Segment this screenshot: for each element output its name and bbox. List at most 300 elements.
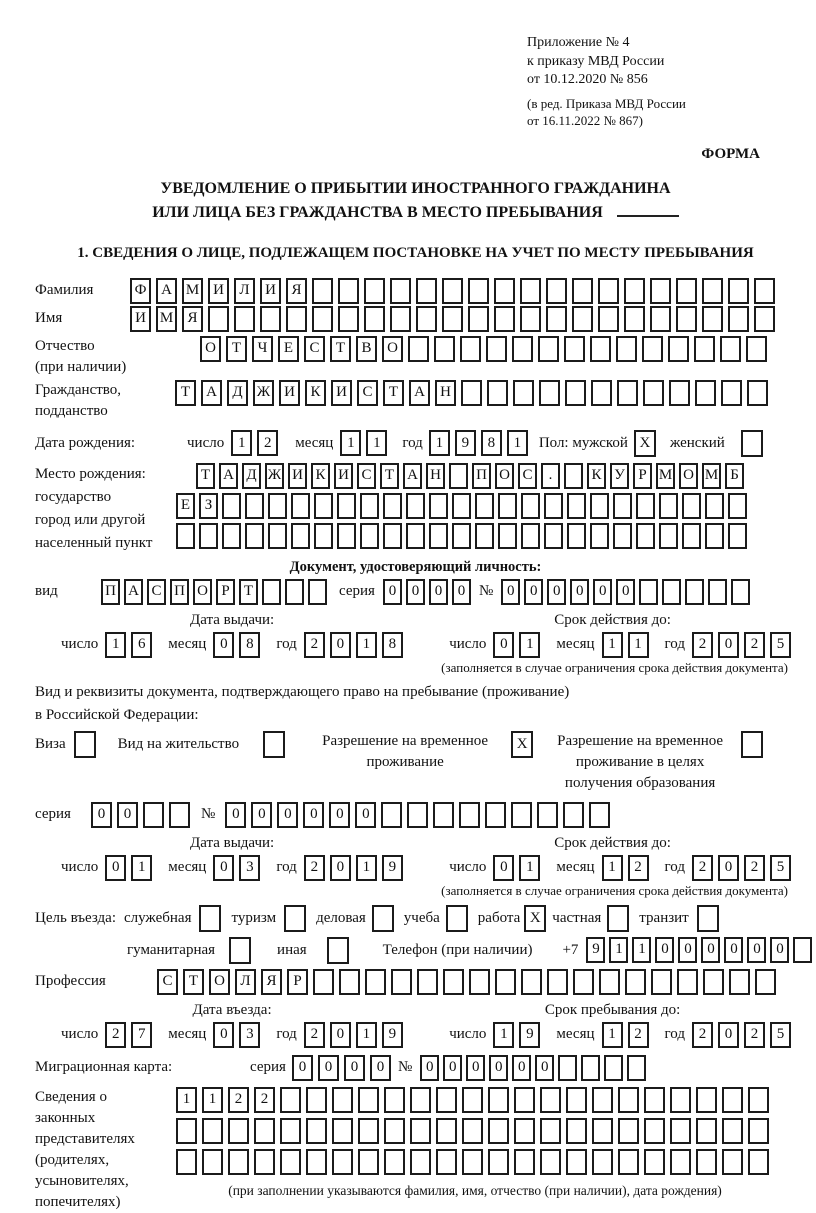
- char-cell[interactable]: [469, 969, 490, 995]
- char-cell[interactable]: [566, 1118, 587, 1144]
- char-cell[interactable]: 1: [105, 632, 126, 658]
- char-cell[interactable]: В: [356, 336, 377, 362]
- char-cell[interactable]: [442, 306, 463, 332]
- char-cell[interactable]: [487, 380, 508, 406]
- char-cell[interactable]: [617, 380, 638, 406]
- char-cell[interactable]: [624, 306, 645, 332]
- char-cell[interactable]: [169, 802, 190, 828]
- char-cell[interactable]: [591, 380, 612, 406]
- char-cell[interactable]: [262, 579, 281, 605]
- char-cell[interactable]: 0: [330, 632, 351, 658]
- sex-male-checkbox[interactable]: X: [634, 430, 656, 457]
- char-cell[interactable]: [410, 1118, 431, 1144]
- char-cell[interactable]: [722, 1087, 743, 1113]
- char-cell[interactable]: [521, 493, 540, 519]
- char-cell[interactable]: [485, 802, 506, 828]
- char-cell[interactable]: 0: [443, 1055, 462, 1081]
- char-cell[interactable]: [306, 1118, 327, 1144]
- char-cell[interactable]: [540, 1149, 561, 1175]
- char-cell[interactable]: Л: [234, 278, 255, 304]
- char-cell[interactable]: 0: [383, 579, 402, 605]
- char-cell[interactable]: [513, 380, 534, 406]
- char-cell[interactable]: [728, 523, 747, 549]
- char-cell[interactable]: 1: [519, 632, 540, 658]
- char-cell[interactable]: [245, 493, 264, 519]
- char-cell[interactable]: 6: [131, 632, 152, 658]
- char-cell[interactable]: [459, 802, 480, 828]
- char-cell[interactable]: М: [656, 463, 675, 489]
- char-cell[interactable]: Е: [176, 493, 195, 519]
- char-cell[interactable]: [520, 278, 541, 304]
- char-cell[interactable]: 8: [481, 430, 502, 456]
- char-cell[interactable]: Т: [226, 336, 247, 362]
- char-cell[interactable]: [254, 1118, 275, 1144]
- purpose-study-checkbox[interactable]: [446, 905, 468, 932]
- char-cell[interactable]: [461, 380, 482, 406]
- char-cell[interactable]: [429, 523, 448, 549]
- char-cell[interactable]: 2: [692, 855, 713, 881]
- char-cell[interactable]: Т: [183, 969, 204, 995]
- purpose-tourism-checkbox[interactable]: [284, 905, 306, 932]
- char-cell[interactable]: [452, 493, 471, 519]
- char-cell[interactable]: Л: [235, 969, 256, 995]
- char-cell[interactable]: Т: [383, 380, 404, 406]
- char-cell[interactable]: [546, 306, 567, 332]
- char-cell[interactable]: 2: [744, 632, 765, 658]
- char-cell[interactable]: [312, 306, 333, 332]
- purpose-humanitarian-checkbox[interactable]: [229, 937, 251, 964]
- char-cell[interactable]: [358, 1087, 379, 1113]
- char-cell[interactable]: 0: [724, 937, 743, 963]
- purpose-other-checkbox[interactable]: [327, 937, 349, 964]
- char-cell[interactable]: [436, 1149, 457, 1175]
- char-cell[interactable]: [384, 1118, 405, 1144]
- char-cell[interactable]: [644, 1087, 665, 1113]
- char-cell[interactable]: [460, 336, 481, 362]
- char-cell[interactable]: Я: [261, 969, 282, 995]
- char-cell[interactable]: [563, 802, 584, 828]
- char-cell[interactable]: [625, 969, 646, 995]
- char-cell[interactable]: [462, 1149, 483, 1175]
- char-cell[interactable]: [720, 336, 741, 362]
- char-cell[interactable]: П: [170, 579, 189, 605]
- char-cell[interactable]: [452, 523, 471, 549]
- char-cell[interactable]: 1: [602, 632, 623, 658]
- char-cell[interactable]: [662, 579, 681, 605]
- char-cell[interactable]: 2: [628, 855, 649, 881]
- char-cell[interactable]: [222, 523, 241, 549]
- char-cell[interactable]: 5: [770, 632, 791, 658]
- char-cell[interactable]: [383, 493, 402, 519]
- char-cell[interactable]: 0: [91, 802, 112, 828]
- char-cell[interactable]: [143, 802, 164, 828]
- char-cell[interactable]: [416, 306, 437, 332]
- char-cell[interactable]: И: [208, 278, 229, 304]
- char-cell[interactable]: [498, 523, 517, 549]
- char-cell[interactable]: 0: [593, 579, 612, 605]
- char-cell[interactable]: [558, 1055, 577, 1081]
- char-cell[interactable]: 0: [718, 1022, 739, 1048]
- char-cell[interactable]: [332, 1118, 353, 1144]
- char-cell[interactable]: [308, 579, 327, 605]
- char-cell[interactable]: 2: [744, 1022, 765, 1048]
- char-cell[interactable]: 1: [176, 1087, 197, 1113]
- char-cell[interactable]: [360, 493, 379, 519]
- char-cell[interactable]: А: [219, 463, 238, 489]
- char-cell[interactable]: 0: [318, 1055, 339, 1081]
- char-cell[interactable]: [650, 306, 671, 332]
- char-cell[interactable]: [520, 306, 541, 332]
- char-cell[interactable]: [202, 1149, 223, 1175]
- char-cell[interactable]: [494, 306, 515, 332]
- char-cell[interactable]: 1: [602, 855, 623, 881]
- char-cell[interactable]: [618, 1087, 639, 1113]
- char-cell[interactable]: 5: [770, 1022, 791, 1048]
- char-cell[interactable]: [564, 463, 583, 489]
- char-cell[interactable]: Д: [227, 380, 248, 406]
- char-cell[interactable]: О: [200, 336, 221, 362]
- char-cell[interactable]: Е: [278, 336, 299, 362]
- char-cell[interactable]: [544, 493, 563, 519]
- char-cell[interactable]: 9: [519, 1022, 540, 1048]
- char-cell[interactable]: [592, 1087, 613, 1113]
- char-cell[interactable]: [581, 1055, 600, 1081]
- char-cell[interactable]: [696, 1087, 717, 1113]
- char-cell[interactable]: [268, 493, 287, 519]
- char-cell[interactable]: [565, 380, 586, 406]
- char-cell[interactable]: [364, 278, 385, 304]
- char-cell[interactable]: [705, 493, 724, 519]
- char-cell[interactable]: [365, 969, 386, 995]
- char-cell[interactable]: [748, 1087, 769, 1113]
- purpose-transit-checkbox[interactable]: [697, 905, 719, 932]
- char-cell[interactable]: [436, 1087, 457, 1113]
- char-cell[interactable]: [547, 969, 568, 995]
- char-cell[interactable]: С: [518, 463, 537, 489]
- char-cell[interactable]: [291, 523, 310, 549]
- char-cell[interactable]: [598, 306, 619, 332]
- char-cell[interactable]: Т: [196, 463, 215, 489]
- char-cell[interactable]: О: [495, 463, 514, 489]
- char-cell[interactable]: 0: [292, 1055, 313, 1081]
- char-cell[interactable]: 9: [586, 937, 605, 963]
- char-cell[interactable]: [364, 306, 385, 332]
- char-cell[interactable]: 0: [501, 579, 520, 605]
- char-cell[interactable]: [449, 463, 468, 489]
- char-cell[interactable]: [306, 1149, 327, 1175]
- char-cell[interactable]: К: [587, 463, 606, 489]
- char-cell[interactable]: А: [403, 463, 422, 489]
- char-cell[interactable]: [410, 1087, 431, 1113]
- char-cell[interactable]: [590, 493, 609, 519]
- char-cell[interactable]: [176, 523, 195, 549]
- char-cell[interactable]: 0: [570, 579, 589, 605]
- char-cell[interactable]: [540, 1118, 561, 1144]
- char-cell[interactable]: 1: [429, 430, 450, 456]
- char-cell[interactable]: [546, 278, 567, 304]
- char-cell[interactable]: [695, 380, 716, 406]
- char-cell[interactable]: 0: [718, 632, 739, 658]
- char-cell[interactable]: [589, 802, 610, 828]
- char-cell[interactable]: [592, 1118, 613, 1144]
- char-cell[interactable]: 2: [304, 632, 325, 658]
- char-cell[interactable]: [462, 1118, 483, 1144]
- char-cell[interactable]: 5: [770, 855, 791, 881]
- char-cell[interactable]: [268, 523, 287, 549]
- char-cell[interactable]: [514, 1118, 535, 1144]
- char-cell[interactable]: 1: [231, 430, 252, 456]
- char-cell[interactable]: [746, 336, 767, 362]
- char-cell[interactable]: Р: [633, 463, 652, 489]
- sex-female-checkbox[interactable]: [741, 430, 763, 457]
- char-cell[interactable]: [462, 1087, 483, 1113]
- char-cell[interactable]: [618, 1149, 639, 1175]
- purpose-private-checkbox[interactable]: [607, 905, 629, 932]
- char-cell[interactable]: 0: [225, 802, 246, 828]
- char-cell[interactable]: [590, 336, 611, 362]
- char-cell[interactable]: [514, 1149, 535, 1175]
- char-cell[interactable]: 0: [547, 579, 566, 605]
- char-cell[interactable]: И: [260, 278, 281, 304]
- char-cell[interactable]: [313, 969, 334, 995]
- char-cell[interactable]: 1: [493, 1022, 514, 1048]
- temp-residence-checkbox[interactable]: X: [511, 731, 533, 758]
- char-cell[interactable]: [407, 802, 428, 828]
- char-cell[interactable]: [202, 1118, 223, 1144]
- char-cell[interactable]: И: [331, 380, 352, 406]
- char-cell[interactable]: 2: [744, 855, 765, 881]
- char-cell[interactable]: [728, 493, 747, 519]
- char-cell[interactable]: 3: [239, 855, 260, 881]
- char-cell[interactable]: [670, 1087, 691, 1113]
- char-cell[interactable]: [254, 1149, 275, 1175]
- char-cell[interactable]: 7: [131, 1022, 152, 1048]
- char-cell[interactable]: [748, 1118, 769, 1144]
- char-cell[interactable]: [729, 969, 750, 995]
- char-cell[interactable]: [358, 1149, 379, 1175]
- visa-checkbox[interactable]: [74, 731, 96, 758]
- char-cell[interactable]: Б: [725, 463, 744, 489]
- char-cell[interactable]: С: [157, 969, 178, 995]
- char-cell[interactable]: 0: [747, 937, 766, 963]
- char-cell[interactable]: Я: [286, 278, 307, 304]
- char-cell[interactable]: У: [610, 463, 629, 489]
- char-cell[interactable]: [754, 306, 775, 332]
- char-cell[interactable]: С: [357, 380, 378, 406]
- char-cell[interactable]: 1: [519, 855, 540, 881]
- char-cell[interactable]: [199, 523, 218, 549]
- char-cell[interactable]: 9: [455, 430, 476, 456]
- char-cell[interactable]: 1: [356, 632, 377, 658]
- char-cell[interactable]: 2: [692, 1022, 713, 1048]
- char-cell[interactable]: [682, 523, 701, 549]
- char-cell[interactable]: [793, 937, 812, 963]
- char-cell[interactable]: А: [409, 380, 430, 406]
- char-cell[interactable]: 0: [429, 579, 448, 605]
- char-cell[interactable]: 0: [105, 855, 126, 881]
- char-cell[interactable]: Д: [242, 463, 261, 489]
- char-cell[interactable]: [659, 493, 678, 519]
- char-cell[interactable]: [468, 278, 489, 304]
- char-cell[interactable]: Н: [426, 463, 445, 489]
- char-cell[interactable]: [728, 278, 749, 304]
- char-cell[interactable]: [339, 969, 360, 995]
- char-cell[interactable]: 0: [535, 1055, 554, 1081]
- char-cell[interactable]: [668, 336, 689, 362]
- char-cell[interactable]: [537, 802, 558, 828]
- char-cell[interactable]: [685, 579, 704, 605]
- char-cell[interactable]: [384, 1149, 405, 1175]
- char-cell[interactable]: Т: [380, 463, 399, 489]
- temp-residence-edu-checkbox[interactable]: [741, 731, 763, 758]
- char-cell[interactable]: С: [147, 579, 166, 605]
- char-cell[interactable]: [708, 579, 727, 605]
- char-cell[interactable]: [429, 493, 448, 519]
- char-cell[interactable]: [434, 336, 455, 362]
- char-cell[interactable]: [644, 1118, 665, 1144]
- char-cell[interactable]: [754, 278, 775, 304]
- char-cell[interactable]: [442, 278, 463, 304]
- char-cell[interactable]: 1: [340, 430, 361, 456]
- char-cell[interactable]: О: [193, 579, 212, 605]
- char-cell[interactable]: [306, 1087, 327, 1113]
- char-cell[interactable]: [312, 278, 333, 304]
- char-cell[interactable]: [755, 969, 776, 995]
- char-cell[interactable]: П: [472, 463, 491, 489]
- char-cell[interactable]: [384, 1087, 405, 1113]
- char-cell[interactable]: [613, 523, 632, 549]
- char-cell[interactable]: [639, 579, 658, 605]
- char-cell[interactable]: [332, 1087, 353, 1113]
- char-cell[interactable]: [721, 380, 742, 406]
- char-cell[interactable]: А: [156, 278, 177, 304]
- char-cell[interactable]: К: [311, 463, 330, 489]
- char-cell[interactable]: [416, 278, 437, 304]
- char-cell[interactable]: [494, 278, 515, 304]
- char-cell[interactable]: [291, 493, 310, 519]
- char-cell[interactable]: [572, 306, 593, 332]
- char-cell[interactable]: [599, 969, 620, 995]
- char-cell[interactable]: Н: [435, 380, 456, 406]
- char-cell[interactable]: [748, 1149, 769, 1175]
- char-cell[interactable]: 0: [213, 855, 234, 881]
- char-cell[interactable]: 1: [131, 855, 152, 881]
- char-cell[interactable]: 2: [228, 1087, 249, 1113]
- char-cell[interactable]: М: [182, 278, 203, 304]
- char-cell[interactable]: [613, 493, 632, 519]
- char-cell[interactable]: И: [288, 463, 307, 489]
- char-cell[interactable]: [676, 278, 697, 304]
- char-cell[interactable]: 8: [239, 632, 260, 658]
- char-cell[interactable]: 0: [512, 1055, 531, 1081]
- char-cell[interactable]: [682, 493, 701, 519]
- char-cell[interactable]: [337, 493, 356, 519]
- char-cell[interactable]: 0: [213, 1022, 234, 1048]
- char-cell[interactable]: [728, 306, 749, 332]
- char-cell[interactable]: 0: [493, 855, 514, 881]
- char-cell[interactable]: [511, 802, 532, 828]
- char-cell[interactable]: [383, 523, 402, 549]
- char-cell[interactable]: Т: [330, 336, 351, 362]
- char-cell[interactable]: 0: [524, 579, 543, 605]
- char-cell[interactable]: И: [279, 380, 300, 406]
- char-cell[interactable]: 0: [452, 579, 471, 605]
- char-cell[interactable]: О: [209, 969, 230, 995]
- char-cell[interactable]: 2: [692, 632, 713, 658]
- char-cell[interactable]: И: [130, 306, 151, 332]
- char-cell[interactable]: [512, 336, 533, 362]
- char-cell[interactable]: [228, 1149, 249, 1175]
- char-cell[interactable]: 8: [382, 632, 403, 658]
- char-cell[interactable]: К: [305, 380, 326, 406]
- char-cell[interactable]: И: [334, 463, 353, 489]
- char-cell[interactable]: 1: [602, 1022, 623, 1048]
- char-cell[interactable]: 9: [382, 1022, 403, 1048]
- char-cell[interactable]: [468, 306, 489, 332]
- char-cell[interactable]: [337, 523, 356, 549]
- char-cell[interactable]: А: [124, 579, 143, 605]
- char-cell[interactable]: Ф: [130, 278, 151, 304]
- char-cell[interactable]: [417, 969, 438, 995]
- char-cell[interactable]: 0: [330, 1022, 351, 1048]
- char-cell[interactable]: [280, 1118, 301, 1144]
- char-cell[interactable]: 0: [330, 855, 351, 881]
- char-cell[interactable]: [539, 380, 560, 406]
- char-cell[interactable]: [358, 1118, 379, 1144]
- char-cell[interactable]: [488, 1087, 509, 1113]
- char-cell[interactable]: 0: [251, 802, 272, 828]
- char-cell[interactable]: [573, 969, 594, 995]
- char-cell[interactable]: 0: [701, 937, 720, 963]
- char-cell[interactable]: 1: [628, 632, 649, 658]
- char-cell[interactable]: [696, 1149, 717, 1175]
- char-cell[interactable]: [731, 579, 750, 605]
- char-cell[interactable]: [670, 1118, 691, 1144]
- char-cell[interactable]: .: [541, 463, 560, 489]
- char-cell[interactable]: 0: [493, 632, 514, 658]
- char-cell[interactable]: [540, 1087, 561, 1113]
- char-cell[interactable]: [285, 579, 304, 605]
- char-cell[interactable]: 1: [609, 937, 628, 963]
- char-cell[interactable]: [696, 1118, 717, 1144]
- char-cell[interactable]: Ж: [253, 380, 274, 406]
- char-cell[interactable]: [644, 1149, 665, 1175]
- char-cell[interactable]: 9: [382, 855, 403, 881]
- char-cell[interactable]: Р: [287, 969, 308, 995]
- char-cell[interactable]: 0: [406, 579, 425, 605]
- char-cell[interactable]: А: [201, 380, 222, 406]
- char-cell[interactable]: [475, 493, 494, 519]
- char-cell[interactable]: [604, 1055, 623, 1081]
- char-cell[interactable]: Я: [182, 306, 203, 332]
- char-cell[interactable]: [624, 278, 645, 304]
- char-cell[interactable]: [598, 278, 619, 304]
- char-cell[interactable]: [669, 380, 690, 406]
- char-cell[interactable]: [280, 1149, 301, 1175]
- char-cell[interactable]: М: [156, 306, 177, 332]
- char-cell[interactable]: [676, 306, 697, 332]
- char-cell[interactable]: [616, 336, 637, 362]
- char-cell[interactable]: [636, 523, 655, 549]
- char-cell[interactable]: 0: [370, 1055, 391, 1081]
- char-cell[interactable]: [410, 1149, 431, 1175]
- char-cell[interactable]: [390, 278, 411, 304]
- char-cell[interactable]: [280, 1087, 301, 1113]
- char-cell[interactable]: [514, 1087, 535, 1113]
- char-cell[interactable]: [651, 969, 672, 995]
- char-cell[interactable]: 2: [304, 1022, 325, 1048]
- char-cell[interactable]: [176, 1149, 197, 1175]
